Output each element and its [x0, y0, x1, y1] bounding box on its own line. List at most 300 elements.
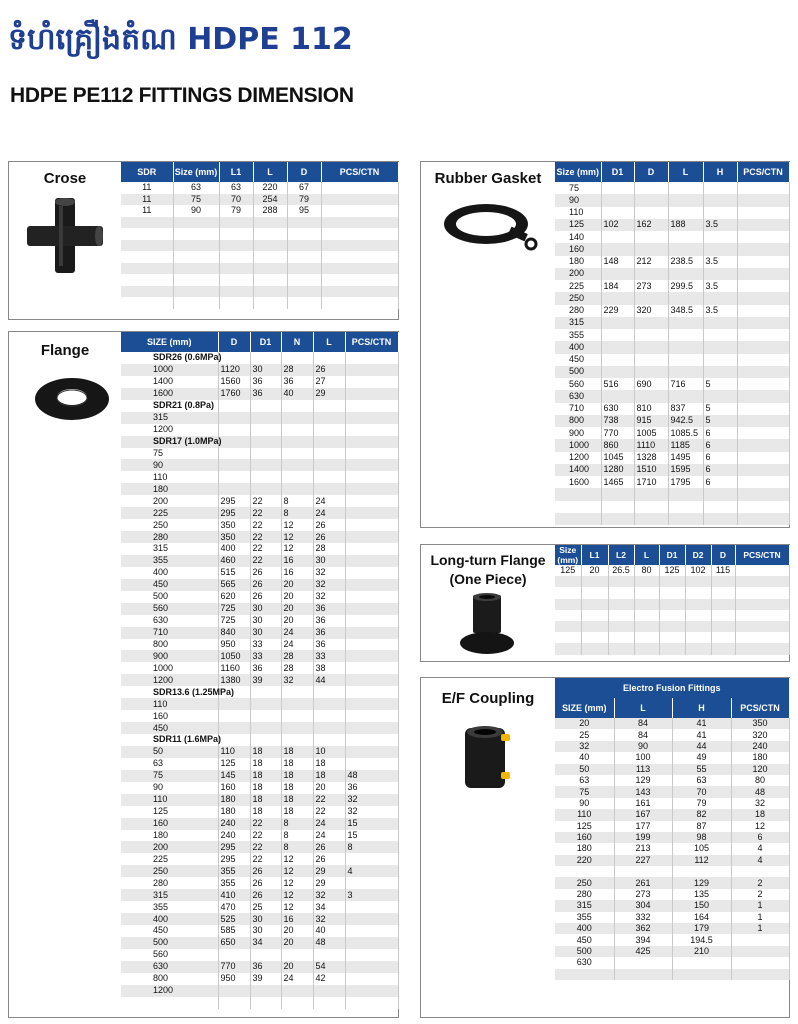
table-cell: 837 [668, 403, 703, 415]
table-cell: 273 [614, 889, 672, 900]
table-cell: 140 [555, 231, 601, 243]
table-cell [250, 985, 281, 997]
table-cell [668, 341, 703, 353]
table-cell [672, 957, 731, 968]
table-cell [321, 286, 398, 298]
table-cell: 950 [218, 639, 250, 651]
table-cell [581, 643, 608, 654]
table-cell [737, 317, 789, 329]
table-cell: 28 [313, 543, 345, 555]
table-cell: 22 [250, 531, 281, 543]
column-header: L [313, 332, 345, 352]
table-cell: 20 [281, 591, 313, 603]
table-cell [173, 297, 219, 309]
table-cell [121, 286, 173, 298]
table-cell [281, 424, 313, 436]
column-header: D [711, 545, 735, 565]
table-row [121, 901, 398, 913]
rubber-gasket-icon [441, 200, 541, 252]
table-cell: 250 [121, 865, 218, 877]
table-cell [601, 390, 634, 402]
table-cell [634, 182, 668, 194]
table-cell: 425 [614, 946, 672, 957]
table-cell: 8 [281, 818, 313, 830]
table-row [555, 786, 789, 797]
table-cell [634, 513, 668, 525]
column-header: L1 [581, 545, 608, 565]
table-cell [608, 576, 634, 587]
table-cell: 350 [218, 519, 250, 531]
table-cell: 11 [121, 205, 173, 217]
table-cell [668, 513, 703, 525]
table-cell [601, 268, 634, 280]
table-cell: 24 [281, 627, 313, 639]
table-cell: 125 [555, 219, 601, 231]
table-cell [703, 366, 737, 378]
table-row [121, 543, 398, 555]
table-cell: 1380 [218, 674, 250, 686]
table-cell: 40 [555, 752, 614, 763]
table-cell: 98 [672, 832, 731, 843]
table-cell: 75 [121, 770, 218, 782]
table-cell [345, 949, 398, 961]
table-cell [735, 565, 789, 576]
table-cell [173, 228, 219, 240]
column-header: H [703, 162, 737, 182]
table-cell [173, 274, 219, 286]
table-cell [581, 621, 608, 632]
table-cell [737, 513, 789, 525]
table-cell: 12 [281, 531, 313, 543]
table-cell [345, 555, 398, 567]
table-cell [703, 207, 737, 219]
table-cell: 280 [555, 889, 614, 900]
table-cell [737, 243, 789, 255]
table-row [121, 352, 398, 364]
table-cell [668, 317, 703, 329]
table-cell [345, 698, 398, 710]
table-cell [601, 366, 634, 378]
table-cell: 1 [731, 900, 789, 911]
table-cell [737, 488, 789, 500]
table-cell [703, 317, 737, 329]
table-row [555, 969, 789, 980]
table-row [121, 818, 398, 830]
flange-table [121, 332, 399, 1009]
table-row [121, 686, 398, 698]
table-cell [555, 632, 581, 643]
table-cell [345, 388, 398, 400]
table-cell [601, 207, 634, 219]
table-cell: 900 [121, 650, 218, 662]
table-cell [219, 286, 253, 298]
table-cell [345, 567, 398, 579]
table-cell: 18 [281, 758, 313, 770]
table-cell: 100 [614, 752, 672, 763]
table-row [555, 843, 789, 854]
table-cell: 70 [672, 786, 731, 797]
table-cell [253, 297, 287, 309]
table-cell [287, 217, 321, 229]
table-cell: 102 [601, 219, 634, 231]
table-cell [634, 610, 659, 621]
table-cell: 22 [250, 818, 281, 830]
column-header: D2 [685, 545, 711, 565]
table-cell [634, 632, 659, 643]
table-cell: 16 [281, 913, 313, 925]
table-cell: 54 [313, 961, 345, 973]
table-cell [250, 459, 281, 471]
table-row [555, 366, 789, 378]
table-cell: 145 [218, 770, 250, 782]
table-cell: 8 [281, 841, 313, 853]
table-cell: 525 [218, 913, 250, 925]
table-cell: 22 [313, 806, 345, 818]
table-cell: 6 [731, 832, 789, 843]
table-cell: 500 [121, 591, 218, 603]
table-cell [345, 650, 398, 662]
table-cell: 213 [614, 843, 672, 854]
table-cell: 18 [281, 806, 313, 818]
table-cell [735, 599, 789, 610]
table-cell: 148 [601, 256, 634, 268]
table-cell: 12 [731, 821, 789, 832]
table-cell: 1200 [555, 452, 601, 464]
table-cell [659, 632, 685, 643]
table-cell [345, 710, 398, 722]
table-cell: 41 [672, 718, 731, 729]
table-cell [581, 632, 608, 643]
table-row [121, 507, 398, 519]
table-cell [703, 354, 737, 366]
table-cell [555, 969, 614, 980]
table-cell [321, 205, 398, 217]
table-cell [703, 231, 737, 243]
column-header: SDR [121, 162, 173, 182]
table-row [555, 957, 789, 968]
table-cell: 1000 [121, 364, 218, 376]
table-cell [250, 686, 281, 698]
table-cell: SDR13.6 (1.25MPa) [121, 686, 218, 698]
table-cell [668, 390, 703, 402]
table-cell: 315 [555, 900, 614, 911]
table-cell: 135 [672, 889, 731, 900]
table-cell [173, 240, 219, 252]
table-cell: 560 [121, 603, 218, 615]
table-cell: 179 [672, 923, 731, 934]
table-cell [345, 997, 398, 1009]
table-row [121, 889, 398, 901]
table-cell [703, 390, 737, 402]
table-cell [737, 219, 789, 231]
table-cell [250, 698, 281, 710]
table-cell: 30 [250, 364, 281, 376]
table-cell: 630 [555, 390, 601, 402]
table-cell [218, 949, 250, 961]
table-cell: 44 [672, 741, 731, 752]
table-cell [703, 194, 737, 206]
column-header: PCS/CTN [345, 332, 398, 352]
table-cell: 1600 [121, 388, 218, 400]
ef-coupling-label: E/F Coupling [441, 690, 535, 707]
table-cell: SDR11 (1.6MPa) [121, 734, 218, 746]
table-cell: 585 [218, 925, 250, 937]
table-cell [219, 263, 253, 275]
table-cell: 95 [287, 205, 321, 217]
table-row [121, 459, 398, 471]
table-cell: 315 [121, 889, 218, 901]
table-cell: 22 [250, 543, 281, 555]
table-cell: 770 [601, 427, 634, 439]
table-row [121, 182, 398, 194]
table-cell: 22 [250, 830, 281, 842]
table-cell [281, 459, 313, 471]
table-cell [218, 734, 250, 746]
table-cell: 315 [121, 412, 218, 424]
table-row [555, 354, 789, 366]
table-cell [321, 182, 398, 194]
table-cell: 90 [121, 459, 218, 471]
table-cell [218, 722, 250, 734]
column-header: Size (mm) [555, 545, 581, 565]
table-cell [601, 354, 634, 366]
table-cell: 840 [218, 627, 250, 639]
table-cell: 26 [250, 591, 281, 603]
table-cell: 18 [250, 770, 281, 782]
table-cell [634, 501, 668, 513]
table-cell: 273 [634, 280, 668, 292]
table-cell [711, 643, 735, 654]
table-cell: 516 [601, 378, 634, 390]
table-cell: 200 [121, 495, 218, 507]
table-cell [345, 937, 398, 949]
table-cell [737, 182, 789, 194]
table-cell [218, 483, 250, 495]
table-cell: 200 [121, 841, 218, 853]
table-cell: 20 [555, 718, 614, 729]
table-row [555, 464, 789, 476]
table-cell: 180 [121, 483, 218, 495]
table-row [555, 752, 789, 763]
table-cell: 1710 [634, 476, 668, 488]
table-cell [121, 251, 173, 263]
table-cell [634, 354, 668, 366]
table-cell [731, 866, 789, 877]
table-cell: 400 [218, 543, 250, 555]
table-cell: 1600 [555, 476, 601, 488]
table-row [121, 436, 398, 448]
table-row [121, 770, 398, 782]
table-cell: 1200 [121, 424, 218, 436]
column-header: H [672, 698, 731, 718]
table-row [555, 427, 789, 439]
table-cell [345, 746, 398, 758]
table-cell [668, 182, 703, 194]
table-row [555, 501, 789, 513]
table-cell [555, 513, 601, 525]
table-cell: 40 [313, 925, 345, 937]
table-cell [737, 378, 789, 390]
table-cell: 295 [218, 507, 250, 519]
table-row [121, 627, 398, 639]
table-row [121, 286, 398, 298]
table-row [555, 488, 789, 500]
table-cell: 12 [281, 519, 313, 531]
table-cell: 32 [345, 794, 398, 806]
table-row [555, 268, 789, 280]
table-cell [668, 207, 703, 219]
table-cell [601, 317, 634, 329]
table-row [121, 376, 398, 388]
table-cell: 225 [121, 507, 218, 519]
table-row [121, 364, 398, 376]
table-cell: 400 [121, 913, 218, 925]
table-cell: 220 [555, 855, 614, 866]
table-cell: 18 [250, 782, 281, 794]
table-cell: 3.5 [703, 219, 737, 231]
table-cell [608, 632, 634, 643]
table-cell: 1200 [121, 674, 218, 686]
table-cell [737, 207, 789, 219]
table-cell [668, 329, 703, 341]
table-cell [281, 436, 313, 448]
column-header: L [253, 162, 287, 182]
table-cell: 410 [218, 889, 250, 901]
table-cell [737, 194, 789, 206]
table-cell: 1510 [634, 464, 668, 476]
table-cell: 238.5 [668, 256, 703, 268]
table-cell: 630 [555, 957, 614, 968]
table-cell: 26 [250, 889, 281, 901]
table-row [555, 231, 789, 243]
table-cell: 26 [313, 853, 345, 865]
table-cell [218, 412, 250, 424]
table-cell [250, 436, 281, 448]
table-cell: 63 [173, 182, 219, 194]
table-cell: 24 [313, 830, 345, 842]
table-cell: 20 [281, 937, 313, 949]
table-cell [321, 194, 398, 206]
table-cell [313, 436, 345, 448]
table-cell [601, 292, 634, 304]
table-row [121, 615, 398, 627]
table-cell [219, 251, 253, 263]
table-row [121, 400, 398, 412]
table-row [121, 997, 398, 1009]
table-cell [345, 591, 398, 603]
table-cell [737, 501, 789, 513]
table-cell: 32 [313, 591, 345, 603]
table-cell: 18 [250, 758, 281, 770]
table-cell: 515 [218, 567, 250, 579]
table-cell: 315 [121, 543, 218, 555]
table-cell [281, 985, 313, 997]
table-cell: 18 [250, 806, 281, 818]
table-cell: 36 [345, 782, 398, 794]
table-cell: 630 [601, 403, 634, 415]
table-cell: 63 [672, 775, 731, 786]
table-cell: 450 [555, 934, 614, 945]
table-cell: 450 [121, 722, 218, 734]
table-cell [711, 610, 735, 621]
table-cell [173, 251, 219, 263]
table-cell [219, 297, 253, 309]
table-cell: 12 [281, 901, 313, 913]
table-cell: 125 [555, 821, 614, 832]
table-cell [218, 471, 250, 483]
table-cell [345, 579, 398, 591]
table-cell: 90 [614, 741, 672, 752]
table-cell [601, 501, 634, 513]
table-row [555, 280, 789, 292]
table-cell: 299.5 [668, 280, 703, 292]
table-cell: 18 [313, 770, 345, 782]
table-cell: 800 [121, 639, 218, 651]
table-cell: 11 [121, 194, 173, 206]
table-cell [555, 576, 581, 587]
table-cell: 725 [218, 603, 250, 615]
table-cell [321, 274, 398, 286]
table-cell [250, 483, 281, 495]
table-cell: 860 [601, 439, 634, 451]
table-cell: 24 [313, 507, 345, 519]
table-cell [345, 412, 398, 424]
table-cell [345, 507, 398, 519]
table-cell: 82 [672, 809, 731, 820]
table-cell: 229 [601, 305, 634, 317]
table-cell: 167 [614, 809, 672, 820]
table-cell [345, 531, 398, 543]
long-turn-flange-table [555, 545, 790, 655]
table-cell [345, 925, 398, 937]
table-cell [581, 610, 608, 621]
table-cell [555, 621, 581, 632]
table-cell: 32 [313, 889, 345, 901]
table-cell [250, 400, 281, 412]
table-cell [321, 228, 398, 240]
table-cell [608, 587, 634, 598]
table-cell: 770 [218, 961, 250, 973]
table-cell: 1 [731, 912, 789, 923]
table-cell [281, 483, 313, 495]
table-cell [173, 286, 219, 298]
table-cell: 160 [555, 243, 601, 255]
table-cell [313, 483, 345, 495]
table-cell [703, 488, 737, 500]
table-cell: 254 [253, 194, 287, 206]
table-cell [555, 501, 601, 513]
table-row [121, 412, 398, 424]
table-cell: 400 [555, 923, 614, 934]
table-cell: 348.5 [668, 305, 703, 317]
column-header: D1 [659, 545, 685, 565]
table-cell [731, 969, 789, 980]
table-cell [345, 483, 398, 495]
table-cell [345, 901, 398, 913]
table-cell: SDR17 (1.0MPa) [121, 436, 218, 448]
table-row [121, 194, 398, 206]
table-cell: 620 [218, 591, 250, 603]
table-cell: 36 [281, 376, 313, 388]
table-cell: 150 [672, 900, 731, 911]
table-row [555, 889, 789, 900]
column-header: Size (mm) [555, 162, 601, 182]
column-header: L2 [608, 545, 634, 565]
table-cell [735, 587, 789, 598]
table-row [121, 531, 398, 543]
table-cell: 362 [614, 923, 672, 934]
table-cell: 22 [250, 519, 281, 531]
